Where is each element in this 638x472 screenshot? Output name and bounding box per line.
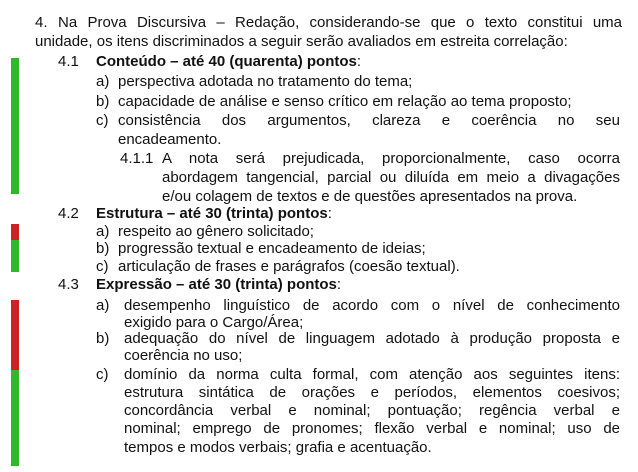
- margin-marker-green-2: [11, 240, 19, 272]
- item-text: adequação do nível de linguagem adotado à produção proposta e: [124, 330, 620, 347]
- item-letter: a): [96, 73, 110, 90]
- item-letter: a): [96, 223, 110, 240]
- subsection-number: 4.2: [58, 205, 79, 222]
- subitem-number: 4.1.1: [120, 150, 154, 167]
- margin-marker-red-2: [11, 300, 19, 370]
- subitem-text: abordagem tangencial, parcial ou diluída em meio a divagações: [162, 169, 620, 186]
- item-text: tempos e modos verbais; grafia e acentuação.: [124, 439, 432, 456]
- subsection-title: Estrutura – até 30 (trinta) pontos: [96, 205, 328, 222]
- subsection-number: 4.3: [58, 276, 79, 293]
- item-text: respeito ao gênero solicitado;: [118, 223, 314, 240]
- item-letter: c): [96, 112, 109, 129]
- subsection-title: Expressão – até 30 (trinta) pontos: [96, 276, 337, 293]
- item-text: exigido para o Cargo/Área;: [124, 314, 304, 331]
- item-letter: b): [96, 240, 110, 257]
- item-text: perspectiva adotada no tratamento do tema;: [118, 73, 413, 90]
- item-text: consistência dos argumentos, clareza e coerência no seu: [118, 112, 620, 129]
- margin-marker-red-1: [11, 224, 19, 240]
- subsection-title: Conteúdo – até 40 (quarenta) pontos: [96, 53, 357, 70]
- heading-colon: :: [327, 205, 332, 222]
- item-letter: c): [96, 366, 109, 383]
- item-text: estrutura sintática de orações e períodos, elementos coesivos;: [124, 384, 620, 401]
- item-text: articulação de frases e parágrafos (coesão textual).: [118, 258, 460, 275]
- subitem-text: e/ou colagem de textos e de questões apresentados na prova.: [162, 188, 578, 205]
- section-intro-line: unidade, os itens discriminados a seguir serão avaliados em estreita correlação:: [35, 33, 568, 50]
- section-intro-line: Na Prova Discursiva – Redação, considerando-se que o texto constitui uma: [58, 14, 622, 31]
- item-text: capacidade de análise e senso crítico em relação ao tema proposto;: [118, 93, 572, 110]
- item-text: progressão textual e encadeamento de ideias;: [118, 240, 426, 257]
- subsection-number: 4.1: [58, 53, 79, 70]
- heading-colon: :: [336, 276, 342, 293]
- heading-colon: :: [356, 53, 362, 70]
- item-text: coerência no uso;: [124, 347, 243, 364]
- item-text: concordância verbal e nominal; pontuação; regência verbal e: [124, 402, 620, 419]
- item-letter: b): [96, 330, 110, 347]
- item-text: encadeamento.: [118, 131, 222, 148]
- subsection-heading: [96, 276, 341, 294]
- item-text: nominal; emprego de pronomes; flexão verbal e nominal; uso de: [124, 420, 620, 437]
- item-letter: a): [96, 297, 110, 314]
- margin-marker-green-3: [11, 370, 19, 466]
- item-text: domínio da norma culta formal, com atenção aos seguintes itens:: [124, 366, 620, 383]
- subitem-text: A nota será prejudicada, proporcionalmente, caso ocorra: [162, 150, 620, 167]
- section-number: 4.: [35, 14, 48, 31]
- margin-marker-green-1: [11, 58, 19, 194]
- subsection-heading: [96, 53, 361, 71]
- subsection-heading: [96, 205, 332, 223]
- item-letter: b): [96, 93, 110, 110]
- item-letter: c): [96, 258, 109, 275]
- item-text: desempenho linguístico de acordo com o nível de conhecimento: [124, 297, 620, 314]
